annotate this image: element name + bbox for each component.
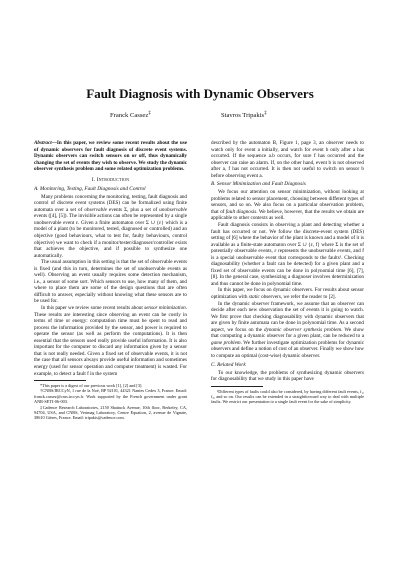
left-paragraph-3-emphasis: sensor minimization [144, 305, 186, 312]
right-paragraph-4-text-a: In this paper, we focus on dynamic observers. For results about sensor optimization with [211, 287, 364, 301]
abstract [34, 140, 187, 173]
author-1-name: Franck Cassez [110, 112, 149, 120]
right-paragraph-2-text-b: . We believe, however, that the results we obtain are applicable to other contexts as well. [211, 208, 364, 222]
author-2-name: Stavros Tripakis [221, 112, 265, 120]
right-paragraph-2 [211, 189, 364, 222]
left-paragraph-1-text-a: Many problems concerning the monitoring, testing, fault diagnosis and control of discrete event systems (DES) can be formalized using finite automata over a set of [34, 193, 187, 213]
right-paragraph-5-text-a: In the dynamic observer framework, we assume that an observer can decide after each new observation the set of events it is going to watch. We first prove that checking diagnosability with dynamic observers that are given by finite automata can be done in polynomial time. As a second aspect, we focus on the [211, 300, 364, 333]
left-paragraph-1-text-c: events ([4], [5]). The invisible actions can often be represented by a single unobservable event ε. Given a finite automaton over Σ ∪ {ε} which is a model of a plant (to be monitored, tested, diagnosed or controlled) and an objective (good behaviours, what to test for, faulty behaviours, control objective) we want to check if a monitor/tester/diagnoser/controller exists that achieves the objective, and if possible to synthesize one automatically. [34, 213, 187, 259]
subsection-b-heading: B. Sensor Minimization and Fault Diagnosis [211, 181, 306, 188]
right-paragraph-3: Fault diagnosis consists in observing a plant and detecting whether a fault has occurred or not. We follow the discrete-event system (DES) setting of [6] where the behavior of the plant is known and a model of it is available as a finite-state automaton over Σ ∪ {ε, f} where Σ is the set of potentially observable events, ε represents the unobservable events, and f is a special unobservable event that corresponds to the faults¹. Checking diagnosability (whether a fault can be detected) for a given plant and a fixed set of observable events can be done in polynomial time [6], [7], [8]. In the general case, synthesizing a diagnoser involves determinization and thus cannot be done in polynomial time. [211, 222, 364, 287]
paper-title: Fault Diagnosis with Dynamic Observers [86, 86, 314, 101]
right-paragraph-5-emphasis-b: game problem [211, 339, 241, 346]
left-paragraph-1-emphasis-b: unobservable [159, 206, 187, 213]
right-footnote: ¹Different types of faults could also be considered, by having different fault events, f₁, f₂, and so on. Our results can be extended in a straightforward way to deal with multiple faults. We restrict our presentation to a single fault event for the sake of simplicity. [211, 388, 364, 405]
abstract-text: —In this paper, we review some recent results about the use of dynamic observers for fault diagnosis of discrete event systems. Dynamic observers can switch sensors on or off, thus dynamically changing the set of events they wish to observe. We study the dynamic observer synthesis problem and some related optimization problems. [34, 140, 187, 173]
author-2 [221, 109, 267, 120]
right-paragraph-1: described by the automaton B, Figure 1, page 3, an observer needs to watch only for event a initially, and watch for event b only after a has occurred. If the sequence a.b occurs, for sure f has occurred and the observer can raise an alarm. If, on the other hand, event b is not observed after a, f has not occurred. It is then not useful to switch on sensor b before observing event a. [211, 140, 364, 179]
right-column [211, 140, 364, 552]
left-paragraph-1 [34, 194, 187, 259]
right-paragraph-4-emphasis: static [248, 294, 260, 301]
right-paragraph-5 [211, 301, 364, 360]
author-1 [110, 109, 151, 120]
subsection-c-heading: C. Related Work [211, 361, 246, 368]
subsection-a-heading: A. Monitoring, Testing, Fault Diagnosis and Control [34, 185, 146, 192]
footnote-2: †CNRS/IRCCyN, 1 rue de la Noë, BP 92101, 44321 Nantes Cedex 3, France. Email: franck.cassez@cnrs.irccyn.fr. Work supported by the French government under grant ANR-SETI-06-003. [34, 388, 187, 405]
left-paragraph-1-emphasis-a: observable [84, 206, 107, 213]
left-paragraph-1-text-b: events Σ, plus a set of [106, 206, 160, 213]
section-1-heading: I. Introduction [91, 176, 130, 183]
author-1-mark: ‡ [148, 110, 152, 116]
footnote-1: *This paper is a digest of our previous work [1], [2] and [3]. [40, 383, 143, 389]
right-paragraph-2-emphasis: fault diagnosis [225, 208, 257, 215]
right-footnote-rule [211, 386, 263, 387]
right-paragraph-4 [211, 287, 364, 300]
right-paragraph-5-emphasis-a: dynamic observer synthesis problem [264, 326, 342, 333]
right-paragraph-5-text-b: . We show that computing a dynamic observer for a given plant, can be reduced to a [211, 326, 364, 340]
left-paragraph-3-text-b: . These results are interesting since observing an event can be costly in terms of time or energy: computation time must be spent to read and process the information provided by the sensor, and power is required to operate the sensor (as well as perform the computations). It is then essential that the sensors used really provide useful information. It is also important for the computer to discard any information given by a sensor that is not really needed. Given a fixed set of observable events, it is not the case that all sensors always provide useful information and sometimes energy (used for sensor operation and computer treatment) is wasted. For example, to detect a fault f in the system [34, 305, 187, 377]
right-paragraph-6: To our knowledge, the problems of synthesizing dynamic observers for diagnosability that we study in this paper have [211, 369, 364, 383]
left-paragraph-3-text-a: In this paper we review some recent results about [41, 305, 145, 312]
footnote-rule [34, 380, 86, 381]
author-2-mark: ‡ [264, 110, 267, 116]
right-paragraph-4-text-b: observers, we refer the reader to [2]. [259, 294, 336, 301]
footnote-3: ‡Cadence Research Laboratories, 2150 Shattuck Avenue, 10th floor, Berkeley, CA, 94704, USA, and CNRS, Verimag Laboratory, Centre Equation, 2, avenue de Vignate, 38610 Gières, France. Email: tripakis@cadence.com. [34, 404, 187, 421]
left-paragraph-2: The usual assumption in this setting is that the set of observable events is fixed (and this in turn, determines the set of unobservable events as well). Observing an event usually requires some detection mechanism, i.e., a sensor of some sort. Which sensors to use, how many of them, and where to place them are some of the design questions that are often difficult to answer, especially without knowing what these sensors are to be used for. [34, 259, 187, 305]
left-column [34, 140, 187, 552]
left-paragraph-3 [34, 305, 187, 377]
right-paragraph-5-text-c: . We further investigate optimization problems for dynamic observers and define a notion of cost of an observer. Finally we show how to compute an optimal (cost-wise) dynamic observer. [211, 339, 364, 359]
abstract-label: Abstract [34, 140, 52, 146]
right-paragraph-2-text-a: We focus our attention on sensor minimization, without looking at problems related to sensor placement, choosing between different types of sensors, and so on. We also focus on a particular observation problem, that of [211, 189, 364, 215]
